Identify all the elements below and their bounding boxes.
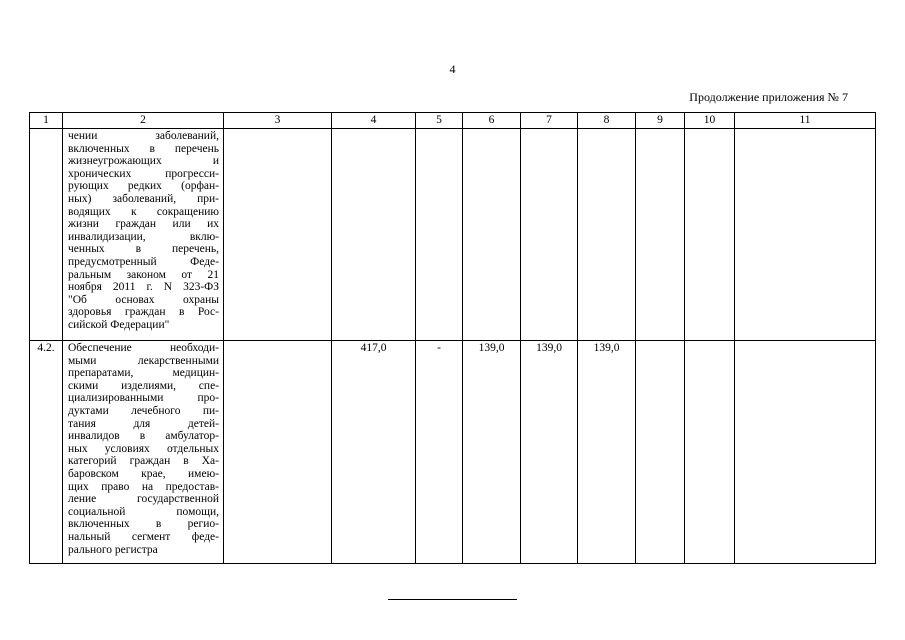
column-header: 3 [224,113,332,129]
description-line: препаратами, медицин- [68,367,219,380]
description-cell [63,129,224,341]
header-row [30,113,876,129]
table-cell [224,341,332,564]
description-line: дуктами лечебного пи- [68,404,219,417]
description-line: включенных в регио- [68,518,219,531]
page-number: 4 [449,62,456,76]
description-line: предусмотренный Феде- [68,255,219,268]
table-cell: - [416,341,463,564]
description-line: чении заболеваний, [68,130,219,142]
description-line: "Об основах охраны [68,293,219,306]
table-cell [685,341,735,564]
column-header: 1 [30,113,63,129]
description-line: баровском крае, имею- [68,467,219,480]
column-header: 6 [463,113,521,129]
description-line: инвалидов в амбулатор- [68,430,219,443]
description-line: хронических прогресси- [68,167,219,180]
description-line: нальный сегмент феде- [68,530,219,543]
table-cell [636,129,685,341]
footer-divider [388,599,517,600]
table-cell: 139,0 [578,341,636,564]
table-cell [332,129,416,341]
table-cell [685,129,735,341]
table-cell [416,129,463,341]
description-line: мыми лекарственными [68,354,219,367]
description-line: ных условиях отдельных [68,442,219,455]
column-header: 11 [735,113,876,129]
description-line: Обеспечение необходи- [68,342,219,354]
description-line: жизни граждан или их [68,218,219,231]
description-line: ление государственной [68,493,219,506]
description-line: жизнеугрожающих и [68,155,219,168]
description-line: здоровья граждан в Рос- [68,306,219,319]
row-number-cell: 4.2. [30,341,63,564]
description-line: рующих редких (орфан- [68,180,219,193]
table-cell [578,129,636,341]
description-line: тания для детей- [68,417,219,430]
table-cell [463,129,521,341]
column-header: 7 [521,113,578,129]
table-cell: 139,0 [521,341,578,564]
description-line: инвалидизации, вклю- [68,230,219,243]
row-number-cell [30,129,63,341]
continuation-label: Продолжение приложения № 7 [689,90,848,104]
column-header: 9 [636,113,685,129]
table-row [30,341,876,564]
description-line: категорий граждан в Ха- [68,455,219,468]
description-line: циализированными про- [68,392,219,405]
column-header: 8 [578,113,636,129]
column-header: 10 [685,113,735,129]
description-line: ченных в перечень, [68,243,219,256]
description-line: водящих к сокращению [68,205,219,218]
table-row [30,129,876,341]
table-cell: 417,0 [332,341,416,564]
description-line: социальной помощи, [68,505,219,518]
description-line: рального регистра [68,543,158,556]
description-line: скими изделиями, спе- [68,379,219,392]
appendix-table [29,112,876,564]
description-cell [63,341,224,564]
column-header: 2 [63,113,224,129]
description-line: ральным законом от 21 [68,268,219,281]
table-cell [224,129,332,341]
table-cell [735,129,876,341]
table-cell [636,341,685,564]
description-line: ноября 2011 г. N 323-ФЗ [68,281,219,294]
table-cell [735,341,876,564]
column-header: 5 [416,113,463,129]
description-line: ных) заболеваний, при- [68,192,219,205]
description-line: включенных в перечень [68,142,219,155]
description-line: сийской Федерации" [68,318,170,331]
description-line: щих право на предостав- [68,480,219,493]
table-cell [521,129,578,341]
column-header: 4 [332,113,416,129]
table-cell: 139,0 [463,341,521,564]
